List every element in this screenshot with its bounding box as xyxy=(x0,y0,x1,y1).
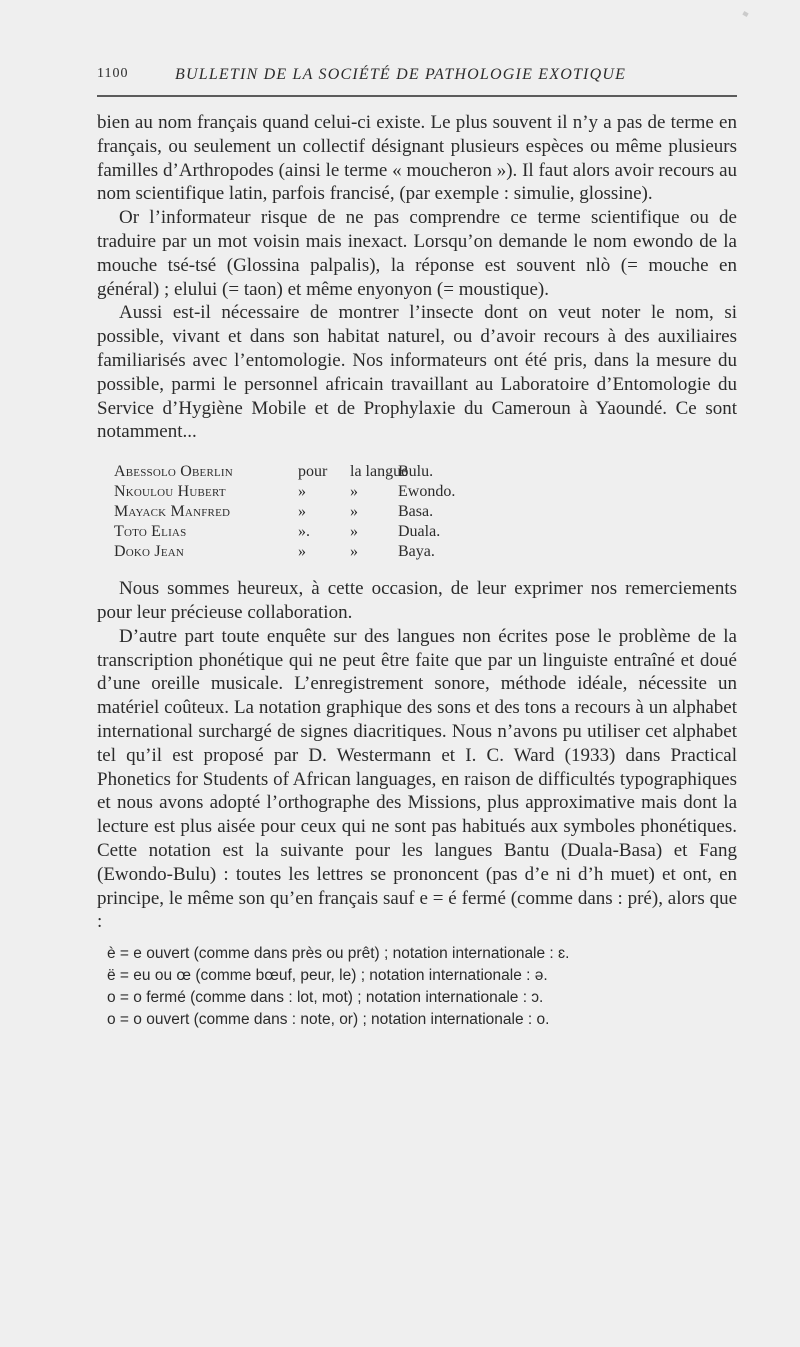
book-page xyxy=(97,66,737,1031)
informant-list xyxy=(114,462,737,562)
informant-language: Duala. xyxy=(398,523,441,541)
paragraph-2: Or l’informateur risque de ne pas comprendre ce terme scientifique ou de traduire par un mot voisin mais inexact. Lorsqu’on demande le nom ewondo de la mouche tsé-tsé (Glossina palpalis), la réponse est souvent nlò (= mouche en général) ; elului (= taon) et même enyonyon (= moustique). xyxy=(97,207,737,300)
informant-row xyxy=(114,502,737,522)
informant-name: Doko Jean xyxy=(114,543,185,561)
paragraph-4: Nous sommes heureux, à cette occasion, de leur exprimer nos remerciements pour leur précieuse collaboration. xyxy=(97,578,737,623)
informant-row xyxy=(114,542,737,562)
paragraph-1: bien au nom français quand celui-ci existe. Le plus souvent il n’y a pas de terme en français, ou seulement un collectif désignant plusieurs espèces ou même plusieurs familles d’Arthropodes (ainsi le terme « moucheron »). Il faut alors avoir recours au nom scientifique latin, parfois francisé, (par exemple : simulie, glossine). xyxy=(97,112,737,205)
phonetic-notation-list xyxy=(107,943,737,1031)
informant-column-b: » xyxy=(350,523,358,541)
page-number: 1100 xyxy=(97,66,129,81)
informant-name: Abessolo Oberlin xyxy=(114,463,233,481)
paragraph-5: D’autre part toute enquête sur des langues non écrites pose le problème de la transcription phonétique qui ne peut être faite que par un linguiste entraîné et doué d’une oreille musicale. L’enregistrement sonore, méthode idéale, nécessite un matériel coûteux. La notation graphique des sons et des tons a recours à un alphabet international surchargé de signes diacritiques. Nous n’avons pu utiliser cet alphabet tel qu’il est proposé par D. Westermann et I. C. Ward (1933) dans Practical Phonetics for Students of African languages, en raison de difficultés typographiques et nous avons adopté l’orthographe des Missions, plus approximative mais dont la lecture est plus aisée pour ceux qui ne sont pas habitués aux symboles phonétiques. Cette notation est la suivante pour les langues Bantu (Duala-Basa) et Fang (Ewondo-Bulu) : toutes les lettres se prononcent (pas d’e ni d’h muet) et ont, en principe, le même son qu’en français sauf e = é fermé (comme dans : pré), alors que : xyxy=(97,625,737,933)
running-header xyxy=(97,66,737,96)
informant-row xyxy=(114,462,737,482)
informant-language: Baya. xyxy=(398,543,435,561)
informant-row xyxy=(114,522,737,542)
informant-column-b: la langue xyxy=(350,463,409,481)
ink-mark-decoration xyxy=(742,11,748,17)
informant-column-a: » xyxy=(298,503,306,521)
informant-column-a: » xyxy=(298,483,306,501)
informant-column-a: » xyxy=(298,543,306,561)
phonetic-line: o = o ouvert (comme dans : note, or) ; notation internationale : o. xyxy=(107,1011,550,1029)
informant-language: Basa. xyxy=(398,503,434,521)
informant-column-b: » xyxy=(350,503,358,521)
phonetic-line: ë = eu ou œ (comme bœuf, peur, le) ; notation internationale : ə. xyxy=(107,967,548,985)
phonetic-line: o = o fermé (comme dans : lot, mot) ; notation internationale : ɔ. xyxy=(107,989,544,1007)
informant-language: Bulu. xyxy=(398,463,434,481)
informant-name: Nkoulou Hubert xyxy=(114,483,226,501)
informant-column-b: » xyxy=(350,483,358,501)
informant-column-b: » xyxy=(350,543,358,561)
informant-name: Mayack Manfred xyxy=(114,503,231,521)
informant-row xyxy=(114,482,737,502)
informant-language: Ewondo. xyxy=(398,483,456,501)
journal-title: BULLETIN DE LA SOCIÉTÉ DE PATHOLOGIE EXOTIQUE xyxy=(175,66,627,83)
informant-column-a: pour xyxy=(298,463,328,481)
phonetic-line: è = e ouvert (comme dans près ou prêt) ; notation internationale : ɛ. xyxy=(107,945,570,963)
informant-name: Toto Elias xyxy=(114,523,187,541)
paragraph-3: Aussi est-il nécessaire de montrer l’insecte dont on veut noter le nom, si possible, vivant et dans son habitat naturel, ou d’avoir recours à des auxiliaires familiarisés avec l’entomologie. Nos informateurs ont été pris, dans la mesure du possible, parmi le personnel africain travaillant au Laboratoire d’Entomologie du Service d’Hygiène Mobile et de Prophylaxie du Cameroun à Yaoundé. Ce sont notamment... xyxy=(97,302,737,443)
informant-column-a: ». xyxy=(298,523,310,541)
